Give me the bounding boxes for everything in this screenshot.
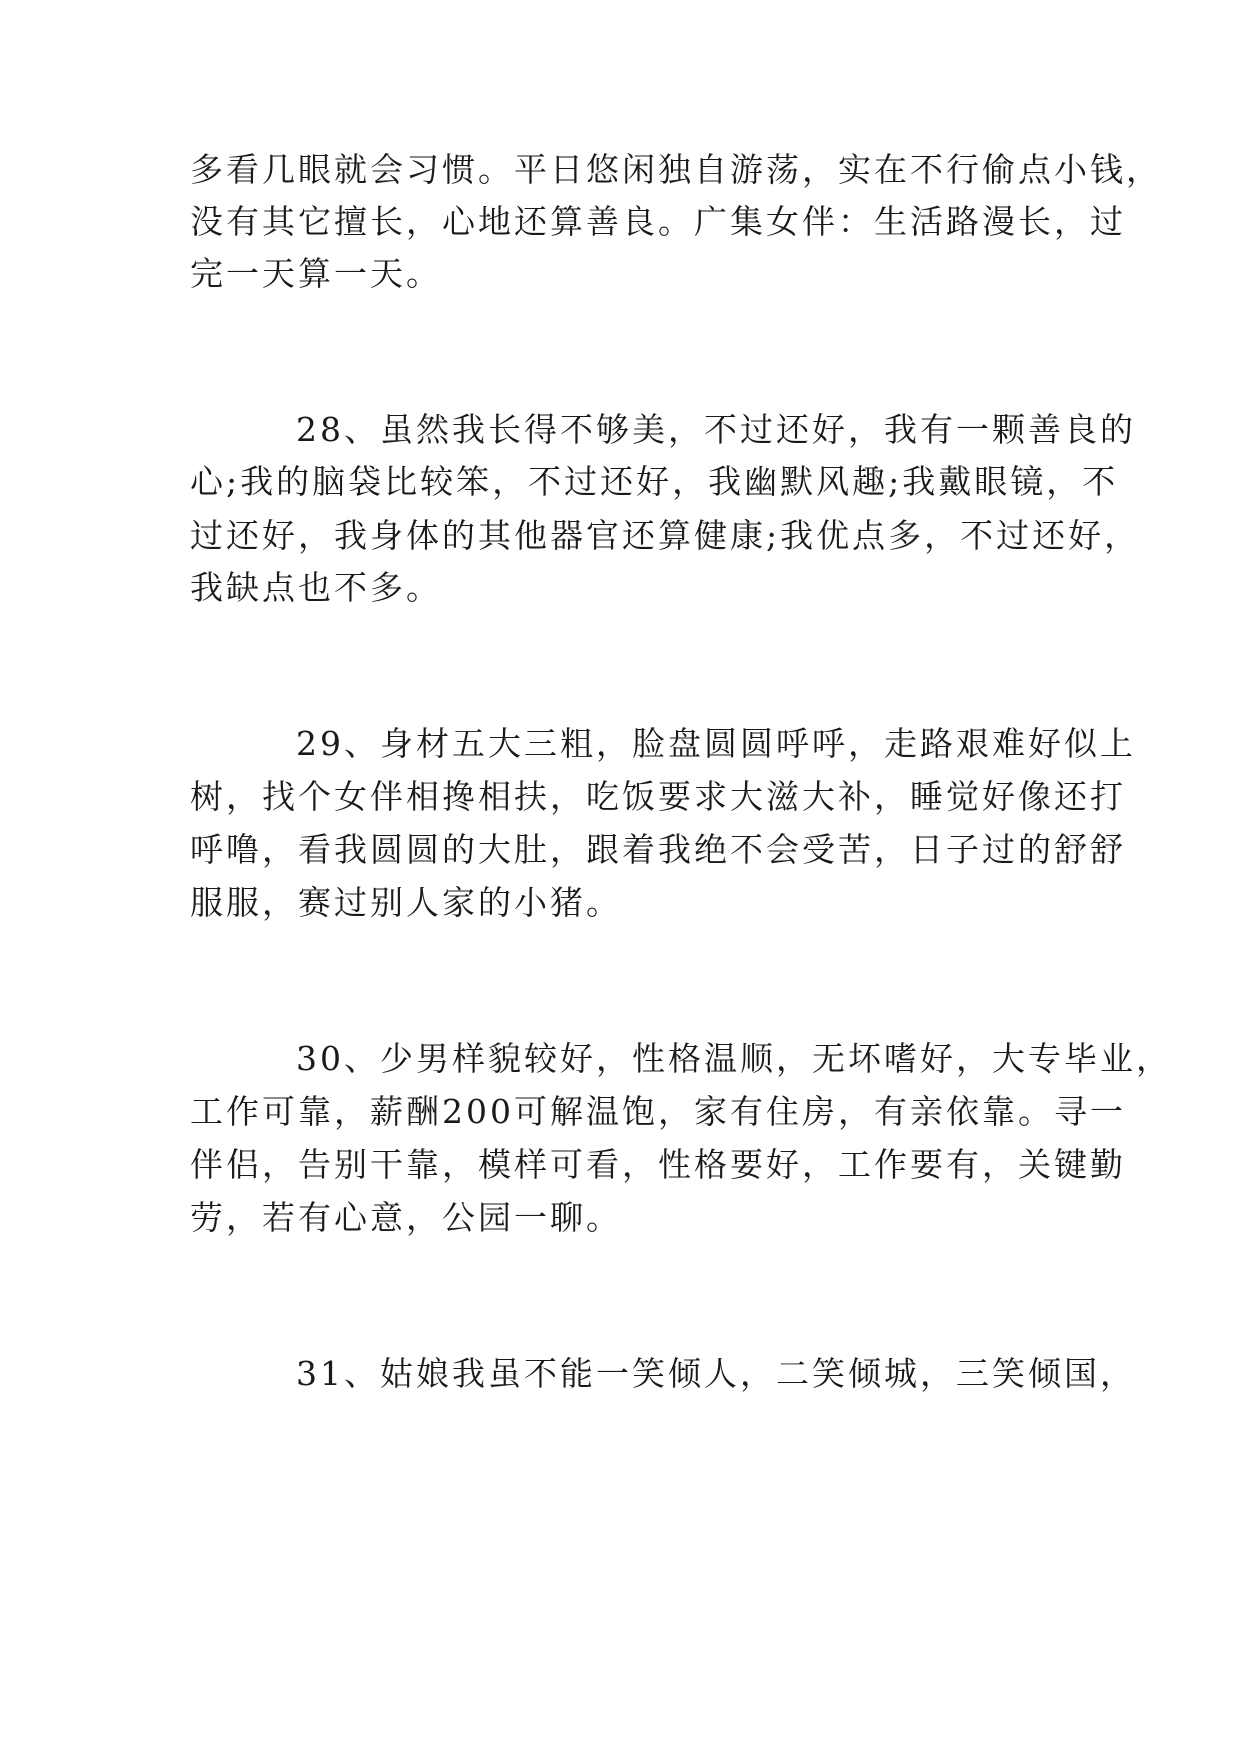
- paragraph-line: 完一天算一天。: [190, 254, 442, 293]
- paragraph-line: 多看几眼就会习惯。平日悠闲独自游荡，实在不行偷点小钱，: [190, 150, 1162, 189]
- paragraph-line: 伴侣，告别干靠，模样可看，性格要好，工作要有，关键勤: [190, 1145, 1126, 1184]
- paragraph-line: 树，找个女伴相搀相扶，吃饭要求大滋大补，睡觉好像还打: [190, 777, 1126, 816]
- paragraph-line: 劳，若有心意，公园一聊。: [190, 1198, 622, 1237]
- paragraph-line: 30、少男样貌较好，性格温顺，无坏嗜好，大专毕业，: [296, 1039, 1172, 1078]
- paragraph-line: 服服，赛过别人家的小猪。: [190, 883, 622, 922]
- paragraph-line: 我缺点也不多。: [190, 568, 442, 607]
- paragraph-line: 29、身材五大三粗，脸盘圆圆呼呼，走路艰难好似上: [296, 724, 1136, 763]
- paragraph-line: 28、虽然我长得不够美，不过还好，我有一颗善良的: [296, 410, 1136, 449]
- paragraph-line: 心;我的脑袋比较笨，不过还好，我幽默风趣;我戴眼镜，不: [190, 462, 1119, 501]
- paragraph-line: 工作可靠，薪酬200可解温饱，家有住房，有亲依靠。寻一: [190, 1092, 1126, 1131]
- paragraph-line: 31、姑娘我虽不能一笑倾人，二笑倾城，三笑倾国，: [296, 1354, 1136, 1393]
- paragraph-line: 没有其它擅长，心地还算善良。广集女伴：生活路漫长，过: [190, 202, 1126, 241]
- paragraph-line: 呼噜，看我圆圆的大肚，跟着我绝不会受苦，日子过的舒舒: [190, 830, 1126, 869]
- paragraph-line: 过还好，我身体的其他器官还算健康;我优点多，不过还好，: [190, 516, 1141, 555]
